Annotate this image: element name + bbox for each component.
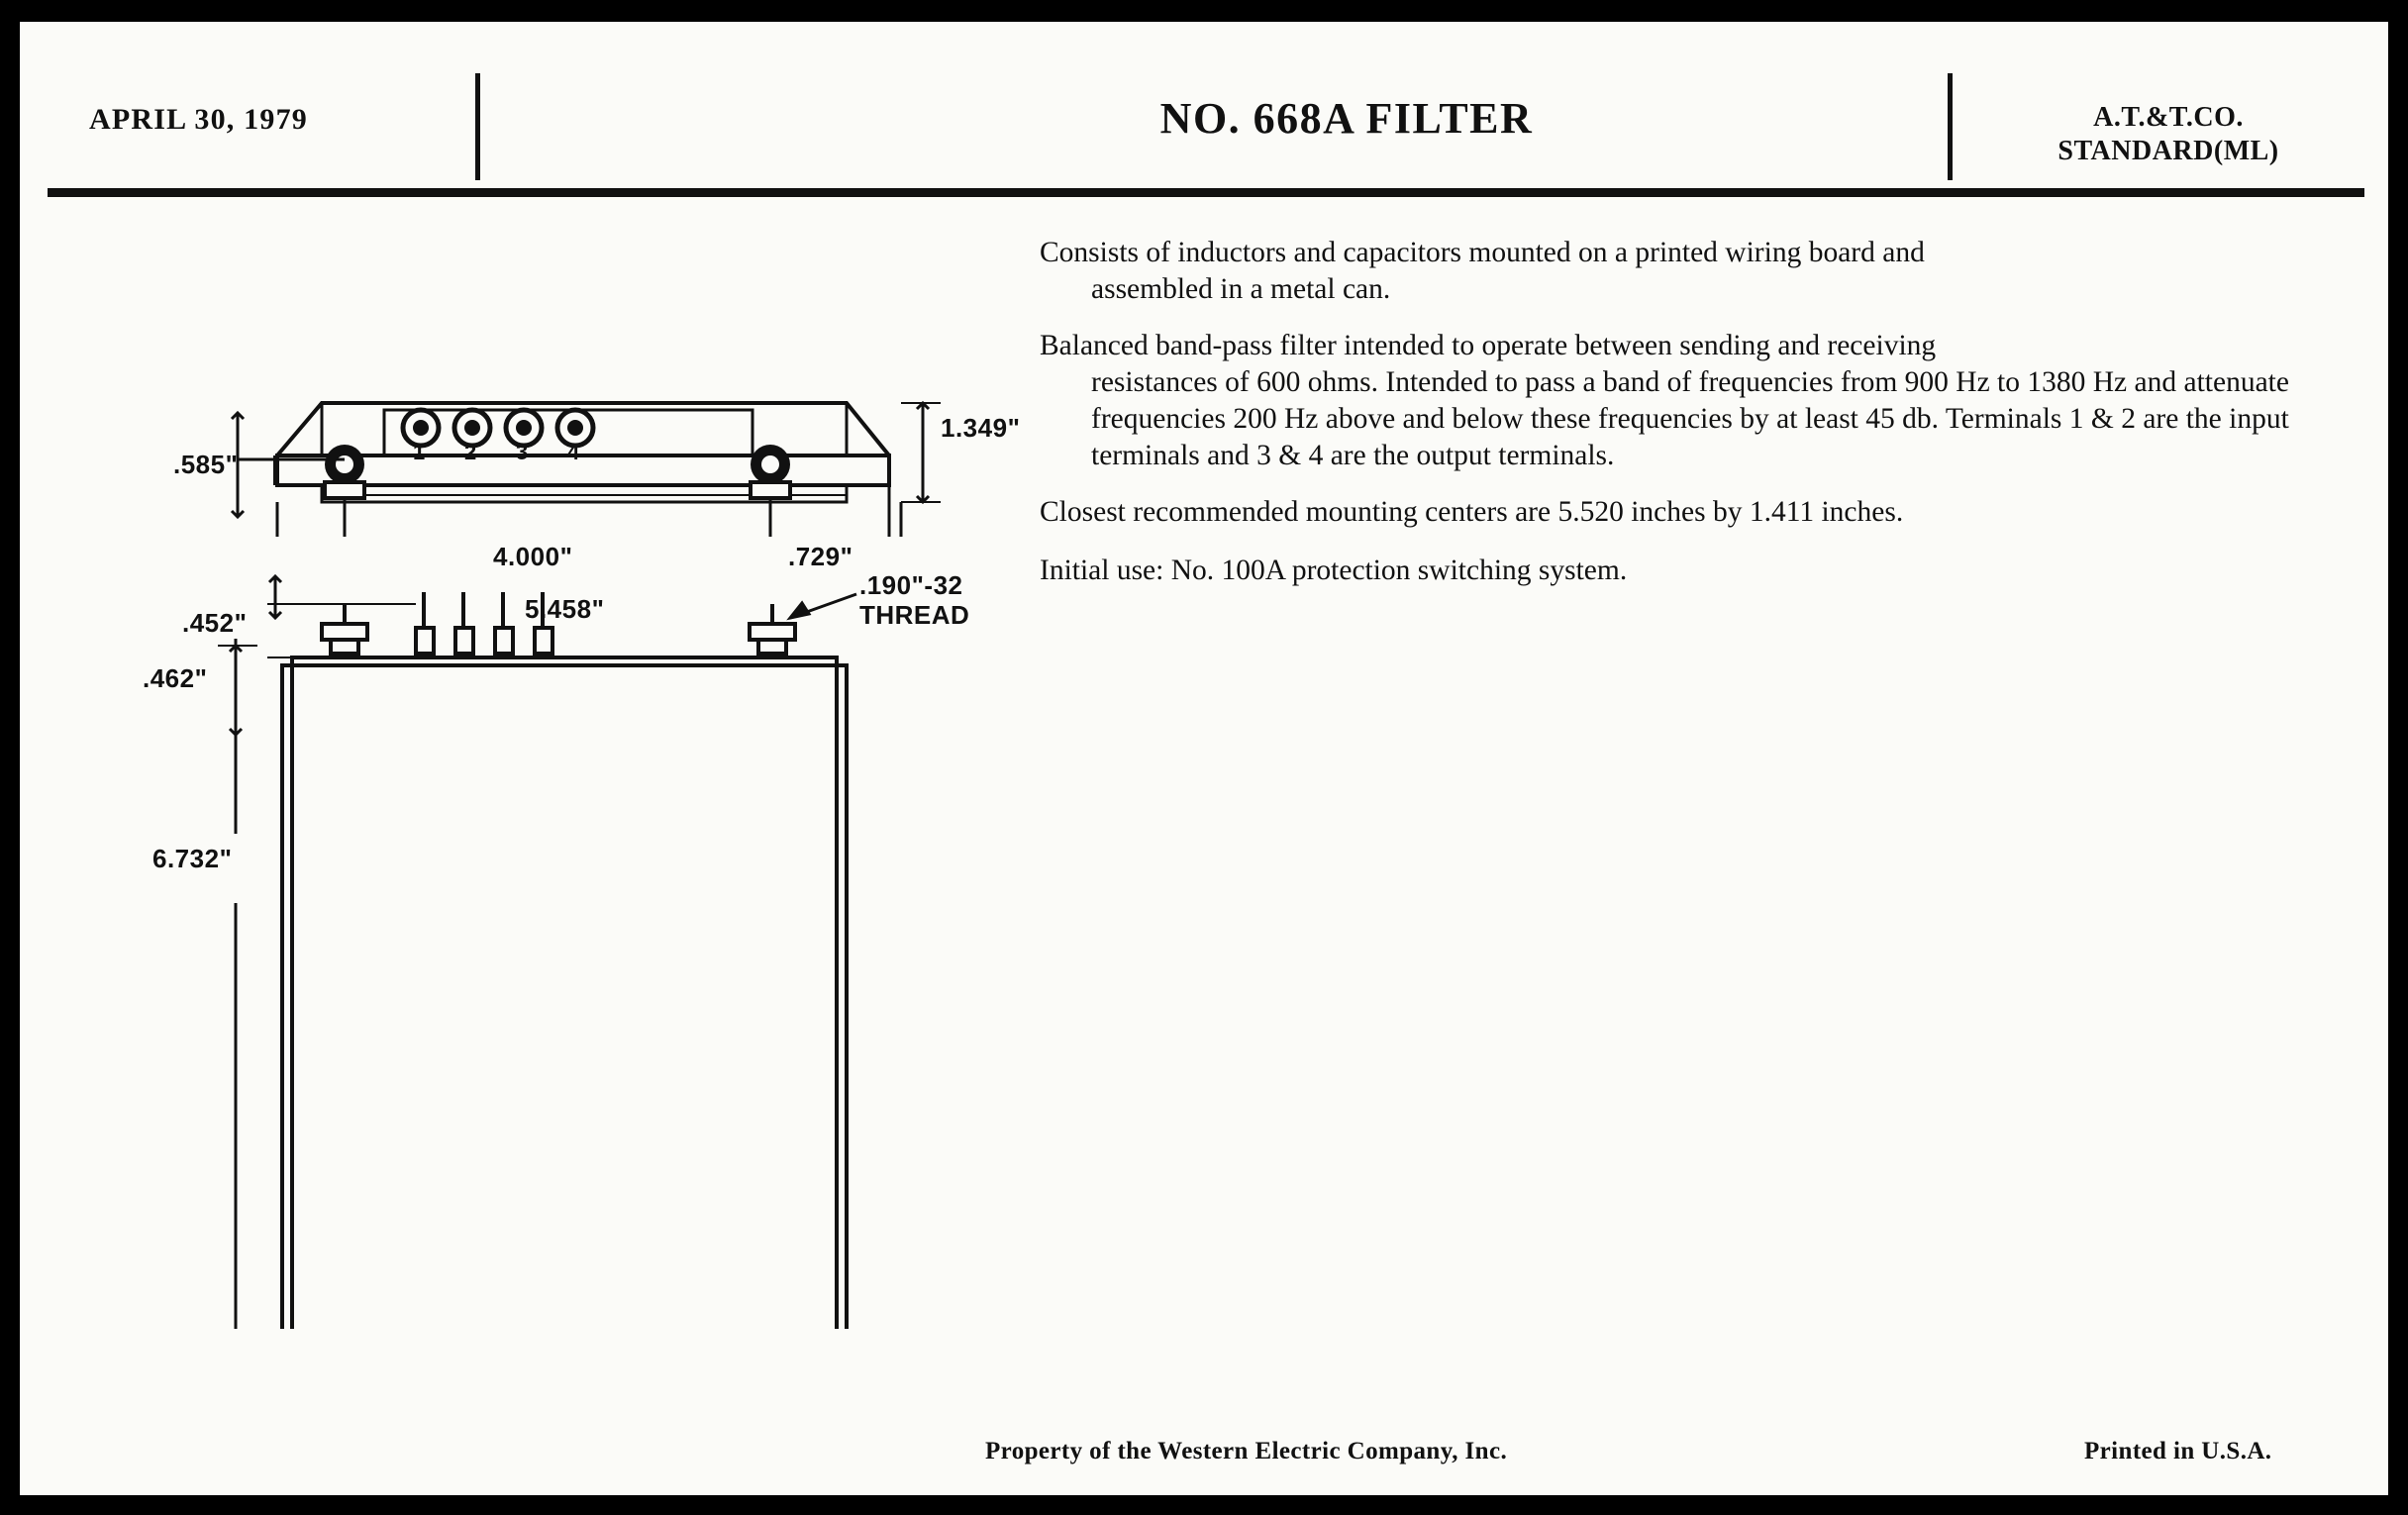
terminal-label-2: 2 (464, 440, 477, 464)
footer-property-notice: Property of the Western Electric Company, Inc. (985, 1438, 1508, 1464)
dim-side-view-top: .452" (178, 608, 251, 639)
terminal-label-4: 4 (567, 440, 580, 464)
paragraph-consists-lead: Consists of inductors and capacitors mounted on a printed wiring board and (1040, 237, 1925, 268)
header-rule (48, 188, 2364, 197)
paragraph-initial-use: Initial use: No. 100A protection switching system. (1040, 555, 1628, 586)
dim-top-view-height: 1.349" (941, 413, 1021, 443)
header-divider-right (1948, 73, 1953, 180)
header-company (1990, 101, 2347, 168)
paragraph-consists-cont: assembled in a metal can. (1091, 273, 1391, 305)
side-view-drawing (119, 547, 1010, 1329)
page-header (20, 22, 2388, 180)
thread-note-line1: .190"-32 (859, 570, 963, 600)
header-company-line2: STANDARD(ML) (2057, 136, 2279, 166)
paragraph-consists (1040, 235, 2347, 308)
description-text-column (1040, 235, 2347, 611)
page-title: NO. 668A FILTER (1159, 94, 1534, 143)
paragraph-balanced-lead: Balanced band-pass filter intended to operate between sending and receiving (1040, 330, 1937, 361)
dim-side-view-height: 6.732" (149, 844, 236, 874)
dim-side-view-upper: .462" (139, 663, 211, 694)
terminal-label-1: 1 (413, 440, 426, 464)
header-divider-left (475, 73, 480, 180)
paragraph-balanced-cont: resistances of 600 ohms. Intended to pass a band of frequencies from 900 Hz to 1380 Hz and attenuate frequencies 200 Hz above and below these frequencies by at least 45 db. Terminals 1 & 2 are the input terminals and 3 & 4 are the output terminals. (1091, 366, 2289, 471)
dim-top-view-left-height: .585" (173, 450, 239, 479)
header-company-line1: A.T.&T.CO. (2093, 102, 2244, 133)
footer-printed-in: Printed in U.S.A. (2084, 1438, 2272, 1464)
paragraph-mounting-centers: Closest recommended mounting centers are 5.520 inches by 1.411 inches. (1040, 496, 1904, 528)
header-date: APRIL 30, 1979 (89, 103, 308, 136)
dim-top-view-center: 4.000" (485, 542, 580, 572)
dim-top-view-overall: 5.458" (515, 594, 614, 625)
thread-note-line2: THREAD (859, 600, 970, 630)
document-sheet (20, 22, 2388, 1495)
terminal-label-3: 3 (516, 440, 529, 464)
paragraph-balanced (1040, 328, 2347, 474)
dim-top-view-right: .729" (782, 542, 858, 572)
